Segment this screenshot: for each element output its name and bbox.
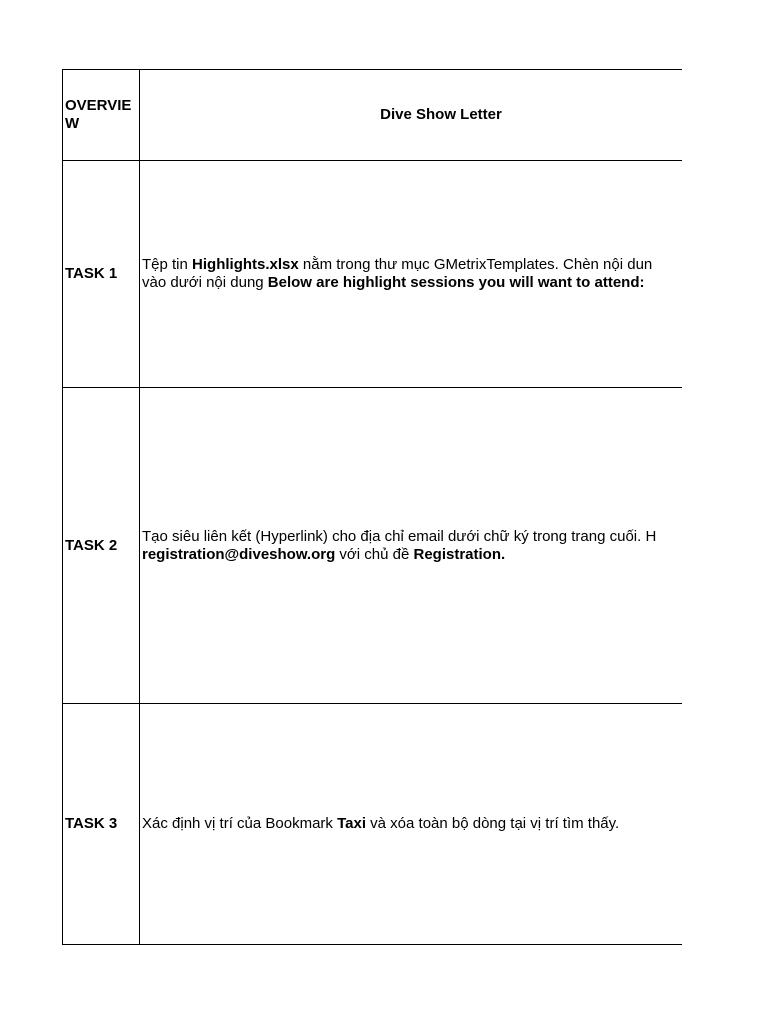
task-1-line-2: vào dưới nội dung Below are highlight sessions you will want to attend: — [142, 274, 645, 291]
task-3-description — [140, 704, 683, 945]
overview-row — [63, 70, 683, 161]
task-3-label: TASK 3 — [63, 704, 140, 945]
overview-label: OVERVIEW — [63, 70, 140, 161]
task-3-line-1: Xác định vị trí của Bookmark Taxi và xóa toàn bộ dòng tại vị trí tìm thấy. — [142, 815, 620, 832]
task-2-label: TASK 2 — [63, 388, 140, 704]
task-1-line-1: Tệp tin Highlights.xlsx nằm trong thư mục GMetrixTemplates. Chèn nội dun — [142, 256, 653, 273]
task-2-line-1: Tạo siêu liên kết (Hyperlink) cho địa chỉ email dưới chữ ký trong trang cuối. H — [142, 527, 657, 545]
task-1-description — [140, 161, 683, 388]
task-2-description — [140, 388, 683, 704]
task-row — [63, 704, 683, 945]
task-2-line-2: registration@diveshow.org với chủ đề Registration. — [142, 545, 506, 563]
task-sheet — [62, 69, 682, 945]
task-1-label: TASK 1 — [63, 161, 140, 388]
task-table — [62, 69, 682, 945]
task-row — [63, 388, 683, 704]
task-row — [63, 161, 683, 388]
document-title: Dive Show Letter — [140, 70, 683, 161]
